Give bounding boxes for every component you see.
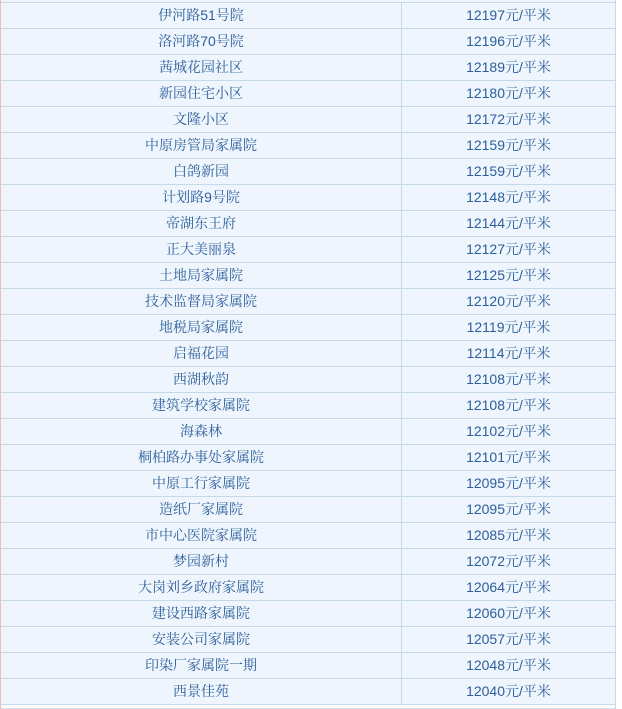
community-price-value: 12095元/平米: [466, 501, 551, 517]
table-row: [1, 419, 615, 445]
table-row: [1, 445, 615, 471]
community-name-link[interactable]: 启福花园: [1, 341, 402, 366]
community-price-value: 12120元/平米: [466, 293, 551, 309]
community-price-value: 12064元/平米: [466, 579, 551, 595]
community-name-link[interactable]: 白鸽新园: [1, 159, 402, 184]
community-name-link[interactable]: 市中心医院家属院: [1, 523, 402, 548]
table-row: [1, 393, 615, 419]
community-name-link[interactable]: 新园住宅小区: [1, 81, 402, 106]
table-row: [1, 627, 615, 653]
community-price-value: 12114元/平米: [466, 345, 551, 361]
community-name-link[interactable]: 印染厂家属院一期: [1, 653, 402, 678]
community-name-link[interactable]: 西景佳苑: [1, 679, 402, 704]
community-price-value: 12119元/平米: [466, 319, 551, 335]
table-row: [1, 3, 615, 29]
community-name-link[interactable]: 建筑学校家属院: [1, 393, 402, 418]
community-price-value: 12197元/平米: [466, 7, 551, 23]
community-price-value: 12189元/平米: [466, 59, 551, 75]
community-price-value: 12108元/平米: [466, 397, 551, 413]
community-name-link[interactable]: 建设西路家属院: [1, 601, 402, 626]
table-row: [1, 341, 615, 367]
community-name-link[interactable]: 土地局家属院: [1, 263, 402, 288]
community-name-link[interactable]: 茜城花园社区: [1, 55, 402, 80]
community-price-value: 12072元/平米: [466, 553, 551, 569]
community-price-value: 12127元/平米: [466, 241, 551, 257]
community-name-link[interactable]: 中原房管局家属院: [1, 133, 402, 158]
community-price-value: 12057元/平米: [466, 631, 551, 647]
table-row: [1, 81, 615, 107]
community-price-value: 12102元/平米: [466, 423, 551, 439]
community-price-value: 12148元/平米: [466, 189, 551, 205]
community-price-value: 12101元/平米: [466, 449, 551, 465]
community-name-link[interactable]: 西湖秋韵: [1, 367, 402, 392]
community-name-link[interactable]: 中原工行家属院: [1, 471, 402, 496]
table-row: [1, 315, 615, 341]
community-price-value: 12125元/平米: [466, 267, 551, 283]
community-price-value: 12040元/平米: [466, 683, 551, 699]
community-price-value: 12172元/平米: [466, 111, 551, 127]
table-row: [1, 263, 615, 289]
community-name-link[interactable]: 计划路9号院: [1, 185, 402, 210]
table-row: [1, 29, 615, 55]
table-row: [1, 55, 615, 81]
table-row: [1, 107, 615, 133]
table-row: [1, 185, 615, 211]
table-row: [1, 289, 615, 315]
community-name-link[interactable]: 帝湖东王府: [1, 211, 402, 236]
table-row: [1, 549, 615, 575]
community-name-link[interactable]: 梦园新村: [1, 549, 402, 574]
table-row: [1, 679, 615, 705]
community-name-link[interactable]: 海森林: [1, 419, 402, 444]
table-row: [1, 159, 615, 185]
community-price-value: 12108元/平米: [466, 371, 551, 387]
table-row: [1, 211, 615, 237]
community-name-link[interactable]: 安装公司家属院: [1, 627, 402, 652]
community-name-link[interactable]: 地税局家属院: [1, 315, 402, 340]
community-name-link[interactable]: 文隆小区: [1, 107, 402, 132]
community-name-link[interactable]: 正大美丽泉: [1, 237, 402, 262]
community-name-link[interactable]: 伊河路51号院: [1, 3, 402, 28]
community-name-link[interactable]: 大岗刘乡政府家属院: [1, 575, 402, 600]
community-price-value: 12048元/平米: [466, 657, 551, 673]
table-row: [1, 471, 615, 497]
community-price-value: 12144元/平米: [466, 215, 551, 231]
table-row: [1, 575, 615, 601]
community-price-value: 12060元/平米: [466, 605, 551, 621]
community-price-value: 12095元/平米: [466, 475, 551, 491]
table-row: [1, 523, 615, 549]
community-name-link[interactable]: 技术监督局家属院: [1, 289, 402, 314]
community-name-link[interactable]: 洛河路70号院: [1, 29, 402, 54]
price-table-body: [1, 3, 615, 705]
community-price-value: 12159元/平米: [466, 163, 551, 179]
table-row: [1, 601, 615, 627]
community-price-value: 12196元/平米: [466, 33, 551, 49]
table-row: [1, 497, 615, 523]
community-name-link[interactable]: 桐柏路办事处家属院: [1, 445, 402, 470]
community-price-value: 12159元/平米: [466, 137, 551, 153]
community-price-value: 12180元/平米: [466, 85, 551, 101]
community-price-value: 12085元/平米: [466, 527, 551, 543]
table-row: [1, 237, 615, 263]
table-row: [1, 367, 615, 393]
price-table: [1, 0, 616, 709]
table-row: [1, 133, 615, 159]
table-row: [1, 653, 615, 679]
community-name-link[interactable]: 造纸厂家属院: [1, 497, 402, 522]
